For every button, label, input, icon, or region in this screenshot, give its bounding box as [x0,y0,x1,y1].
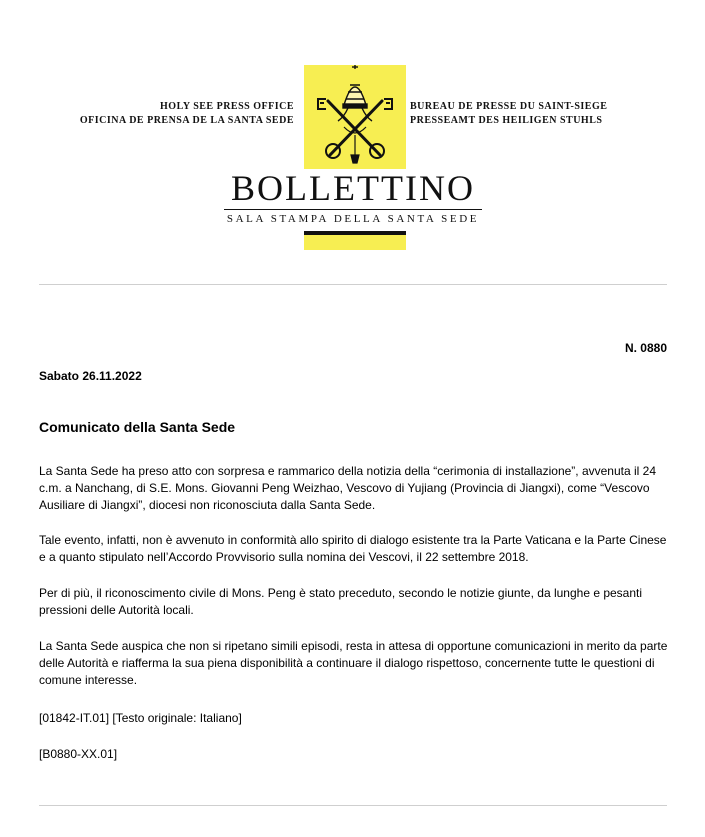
office-name-english: HOLY SEE PRESS OFFICE [160,101,294,112]
reference-code: [01842-IT.01] [Testo originale: Italiano] [39,711,242,725]
emblem [304,65,406,169]
office-name-german: PRESSEAMT DES HEILIGEN STUHLS [410,115,603,126]
masthead-rule-yellow [304,235,406,250]
bulletin-code: [B0880-XX.01] [39,747,118,761]
publication-subtitle: SALA STAMPA DELLA SANTA SEDE [226,213,480,225]
paragraph-1: La Santa Sede ha preso atto con sorpresa e rammarico della notizia della “cerimonia di installazione”, avvenuta il 24 c.m. a Nanchang, di S.E. Mons. Giovanni Peng Weizhao, Vescovo di Yujiang (Provincia di Jiangxi), come “Vescovo Ausiliare di Jiangxi”, diocesi non riconosciuta dalla Santa Sede. [39,464,657,512]
bulletin-date: Sabato 26.11.2022 [39,369,142,383]
papal-keys-tiara-emblem-icon [304,65,406,169]
footer-divider [39,805,667,806]
publication-title: BOLLETTINO [231,168,475,208]
bulletin-number: N. 0880 [624,341,667,355]
office-names-left [80,100,294,128]
office-names-right [410,100,607,128]
bulletin-title: Comunicato della Santa Sede [39,419,236,435]
header-divider [39,284,667,285]
paragraph-2: Tale evento, infatti, non è avvenuto in conformità allo spirito di dialogo esistente tra la Parte Vaticana e la Parte Cinese e a quanto stipulato nell’Accordo Provvisorio sulla nomina dei Vescovi, il 22 settembre 2018. [39,533,667,564]
title-rule [224,209,482,210]
paragraph-4: La Santa Sede auspica che non si ripetano simili episodi, resta in attesa di opportune comunicazioni in merito da parte delle Autorità e riafferma la sua piena disponibilità a continuare il dialogo rispettoso, concernente tutte le questioni di comune interesse. [39,639,668,687]
office-name-spanish: OFICINA DE PRENSA DE LA SANTA SEDE [79,115,294,126]
paragraph-3: Per di più, il riconoscimento civile di Mons. Peng è stato preceduto, secondo le notizie giunte, da lunghe e pesanti pressioni delle Autorità locali. [39,586,643,617]
office-name-french: BUREAU DE PRESSE DU SAINT-SIEGE [410,101,608,112]
